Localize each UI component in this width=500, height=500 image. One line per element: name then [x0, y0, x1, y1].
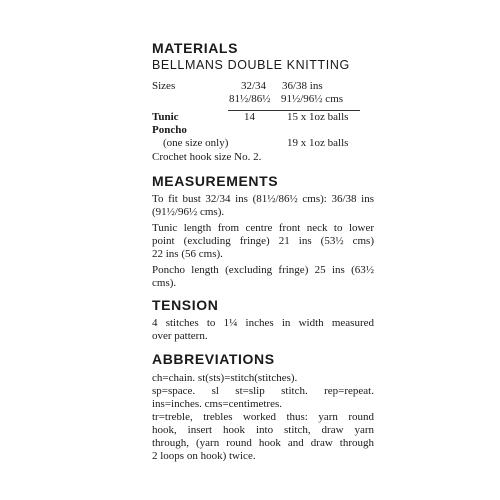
- text-line: Poncho length (excluding fringe) 25 ins (63½: [152, 264, 374, 276]
- sizes-label: Sizes: [152, 80, 176, 92]
- text-line: 2 loops on hook) twice.: [152, 450, 256, 462]
- text-line: over pattern.: [152, 330, 208, 342]
- text-line: To fit bust 32/34 ins (81½/86½ cms): 36/38 ins: [152, 193, 374, 205]
- tension-heading: TENSION: [152, 297, 219, 313]
- materials-heading: MATERIALS: [152, 40, 239, 56]
- text-line: ins=inches. cms=centimetres.: [152, 398, 283, 410]
- yarn-name: BELLMANS DOUBLE KNITTING: [152, 58, 350, 72]
- poncho-qty: 19 x 1oz balls: [287, 137, 349, 149]
- text-line: hook, insert hook into stitch, draw yarn: [152, 424, 374, 436]
- bust-measurement: [152, 193, 374, 219]
- tunic-size1-qty: 14: [244, 111, 255, 123]
- tunic-size2-qty: 15 x 1oz balls: [287, 111, 349, 123]
- abbreviations-list: [152, 372, 374, 463]
- tension-text: [152, 317, 374, 343]
- text-line: 22 ins (56 cms).: [152, 248, 223, 260]
- size2-ins: 36/38 ins: [282, 80, 323, 92]
- text-line: Tunic length from centre front neck to lower: [152, 222, 374, 234]
- poncho-note: (one size only): [163, 137, 229, 149]
- text-line: tr=treble, trebles worked thus: yarn round: [152, 411, 374, 423]
- tunic-length: [152, 222, 374, 261]
- poncho-length: [152, 264, 374, 290]
- text-line: 4 stitches to 1¼ inches in width measured: [152, 317, 374, 329]
- abbreviations-heading: ABBREVIATIONS: [152, 351, 275, 367]
- text-line: cms).: [152, 277, 177, 289]
- tunic-label: Tunic: [152, 111, 179, 123]
- size1-ins: 32/34: [241, 80, 267, 92]
- crochet-hook: Crochet hook size No. 2.: [152, 151, 262, 163]
- text-line: through, (yarn round hook and draw through: [152, 437, 374, 449]
- poncho-label: Poncho: [152, 124, 187, 136]
- text-line: point (excluding fringe) 21 ins (53½ cms): [152, 235, 374, 247]
- size2-cms: 91½/96½ cms: [281, 93, 344, 105]
- size1-cms: 81½/86½: [229, 93, 271, 105]
- text-line: sp=space. sl st=slip stitch. rep=repeat.: [152, 385, 374, 397]
- text-line: (91½/96½ cms).: [152, 206, 225, 218]
- text-line: ch=chain. st(sts)=stitch(stitches).: [152, 372, 298, 384]
- measurements-heading: MEASUREMENTS: [152, 173, 279, 189]
